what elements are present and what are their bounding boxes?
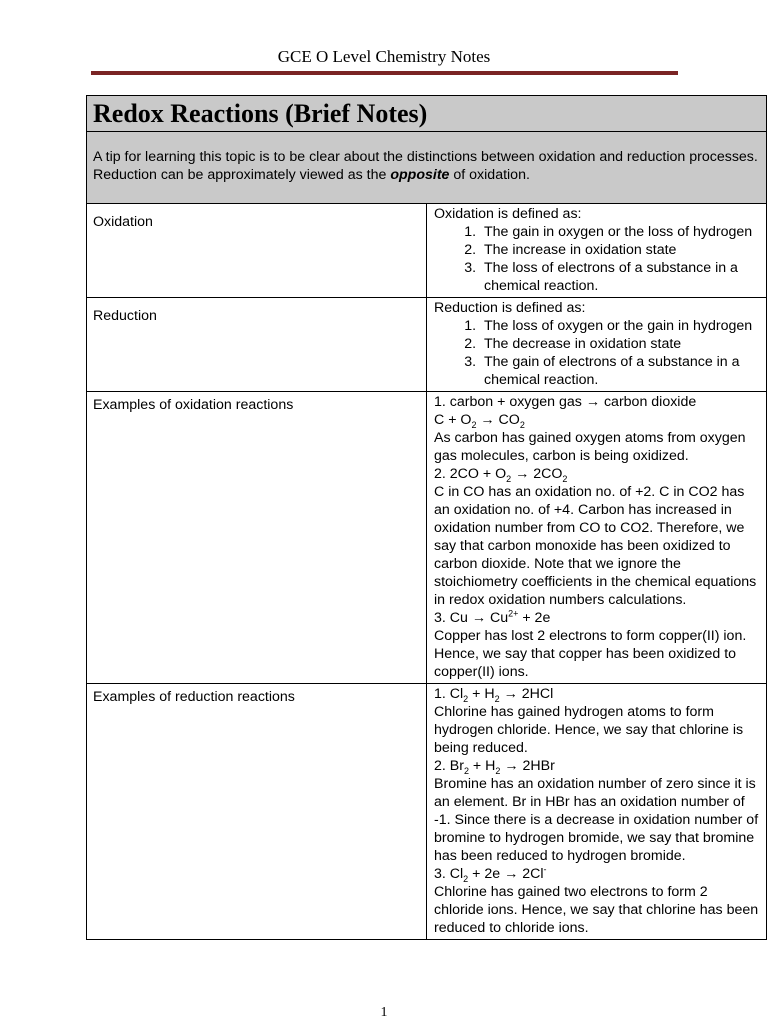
- document-title: Redox Reactions (Brief Notes): [93, 99, 428, 128]
- oxidation-examples-row: [87, 392, 767, 684]
- reduction-examples-label: Examples of reduction reactions: [87, 684, 427, 940]
- list-item: 2. The increase in oxidation state: [480, 241, 760, 259]
- list-item: 3. The gain of electrons of a substance in a chemical reaction.: [480, 353, 760, 389]
- red-example1-equation: 1. $Cl_2 + H_2 \to 2HCl$: [434, 686, 554, 704]
- ox-example3-equation: 3. $Cu \to Cu^{2+} + 2e$: [434, 608, 551, 626]
- list-item: 2. The decrease in oxidation state: [480, 335, 760, 353]
- red-example3-equation: 3. $Cl_2 + 2e \to 2Cl^-$: [434, 864, 547, 884]
- reduction-intro: Reduction is defined as:: [434, 300, 586, 316]
- header-divider: [91, 71, 678, 75]
- oxidation-list: [434, 223, 760, 295]
- tip-text-after: of oxidation.: [449, 167, 530, 183]
- ox-example2-equation: 2. $2CO + O_2 \to 2CO_2$: [434, 466, 568, 484]
- ox-example1-title: 1. carbon + oxygen gas → carbon dioxide: [434, 394, 697, 410]
- oxidation-label: Oxidation: [87, 204, 427, 298]
- reduction-definition: [427, 298, 767, 392]
- page-header-title: GCE O Level Chemistry Notes: [277, 47, 491, 66]
- red-example2-text: Bromine has an oxidation number of zero since it is an element. Br in HBr has an oxidation number of -1. Since there is a decrease in oxidation number of bromine to hydrogen bromide, we say that bromine has been reduced to hydrogen bromide.: [434, 776, 759, 864]
- list-item: 3. The loss of electrons of a substance in a chemical reaction.: [480, 259, 760, 295]
- list-item: 1. The loss of oxygen or the gain in hydrogen: [480, 317, 760, 335]
- notes-table: [86, 95, 767, 940]
- reduction-examples-content: [427, 684, 767, 940]
- red-example1-text: Chlorine has gained hydrogen atoms to form hydrogen chloride. Hence, we say that chlorine is being reduced.: [434, 704, 744, 756]
- page-number: 1: [380, 1005, 388, 1020]
- reduction-examples-row: [87, 684, 767, 940]
- red-example3-text: Chlorine has gained two electrons to form 2 chloride ions. Hence, we say that chlorine has been reduced to chloride ions.: [434, 884, 759, 936]
- tip-text-before: A tip for learning this topic is to be clear about the distinctions between oxidation and reduction processes. Reduction can be approximately viewed as the: [93, 149, 758, 183]
- tip-cell: [87, 132, 767, 204]
- reduction-row: [87, 298, 767, 392]
- oxidation-examples-label: Examples of oxidation reactions: [87, 392, 427, 684]
- reduction-list: [434, 317, 760, 389]
- red-example2-equation: 2. $Br_2 + H_2 \to 2HBr$: [434, 758, 555, 776]
- oxidation-row: [87, 204, 767, 298]
- ox-example1-text: As carbon has gained oxygen atoms from oxygen gas molecules, carbon is being oxidized.: [434, 430, 746, 464]
- reduction-label: Reduction: [87, 298, 427, 392]
- oxidation-examples-content: [427, 392, 767, 684]
- ox-example2-text: C in CO has an oxidation no. of +2. C in CO2 has an oxidation no. of +4. Carbon has increased in oxidation number from CO to CO2. Therefore, we say that carbon monoxide has been oxidized to carbon dioxide. Note that we ignore the stoichiometry coefficients in the chemical equations in redox oxidation numbers calculations.: [434, 484, 757, 608]
- title-cell: [87, 96, 767, 132]
- ox-example1-equation: $C + O_2 \to CO_2$: [434, 412, 525, 430]
- tip-emphasis: opposite: [390, 167, 450, 183]
- list-item: 1. The gain in oxygen or the loss of hydrogen: [480, 223, 760, 241]
- oxidation-definition: [427, 204, 767, 298]
- oxidation-intro: Oxidation is defined as:: [434, 206, 582, 222]
- ox-example3-text: Copper has lost 2 electrons to form copper(II) ion. Hence, we say that copper has been oxidized to copper(II) ions.: [434, 628, 747, 680]
